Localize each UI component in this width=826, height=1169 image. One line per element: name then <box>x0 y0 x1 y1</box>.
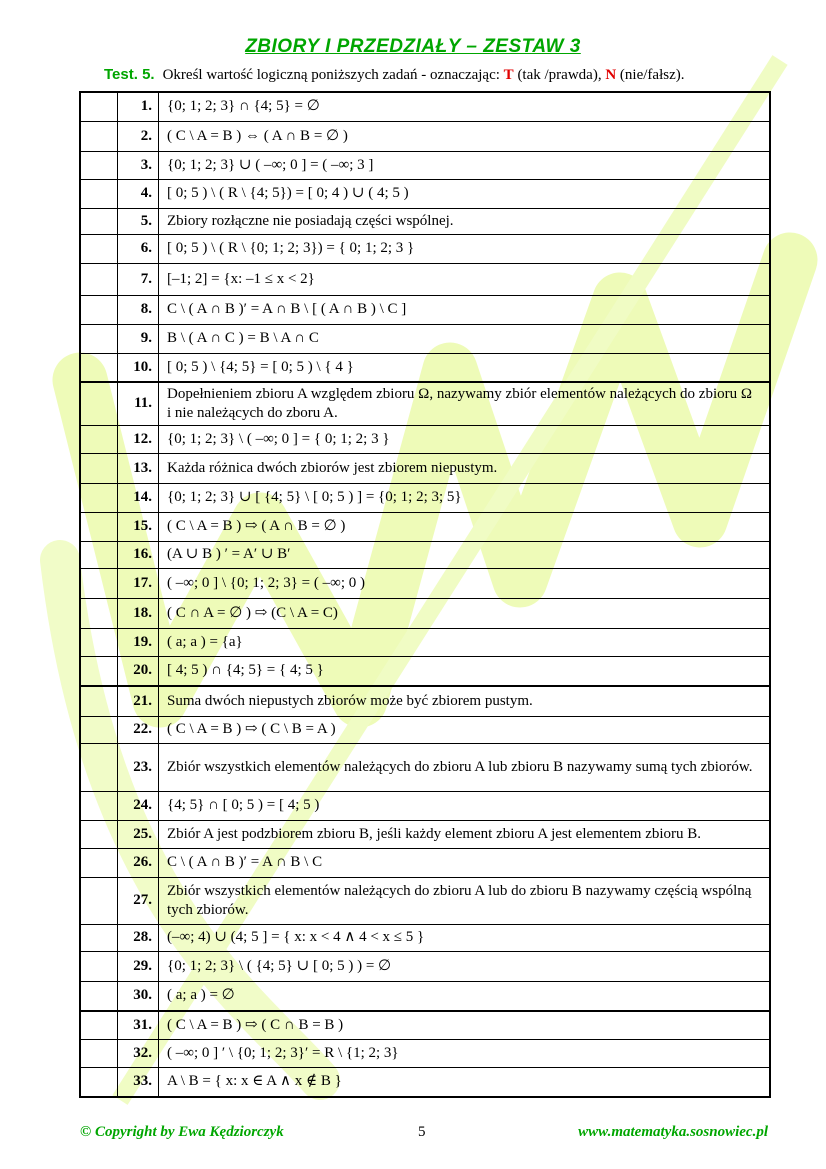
statement-text: Zbiory rozłączne nie posiadają części wspólnej. <box>159 208 771 234</box>
table-row <box>80 1067 770 1097</box>
table-row <box>80 716 770 743</box>
instruction-text: Określ wartość logiczną poniższych zadań - oznaczając: <box>162 67 504 83</box>
page-number: 5 <box>418 1124 426 1140</box>
table-row <box>80 512 770 541</box>
statement-number: 15. <box>118 512 159 541</box>
table-row <box>80 295 770 324</box>
statement-text: ( C \ A = B ) ⇔ ( A ∩ B = ∅ ) <box>159 121 771 151</box>
table-row <box>80 628 770 656</box>
statement-number: 32. <box>118 1039 159 1067</box>
table-row <box>80 353 770 382</box>
statement-text: {0; 1; 2; 3} \ ( –∞; 0 ] = { 0; 1; 2; 3 } <box>159 425 771 453</box>
table-row <box>80 121 770 151</box>
answer-cell[interactable] <box>80 324 118 353</box>
answer-cell[interactable] <box>80 151 118 179</box>
statement-number: 12. <box>118 425 159 453</box>
statement-number: 33. <box>118 1067 159 1097</box>
statement-text: (A ∪ B ) ′ = A′ ∪ B′ <box>159 541 771 568</box>
statement-text: {0; 1; 2; 3} ∩ {4; 5} = ∅ <box>159 92 771 121</box>
table-row <box>80 791 770 820</box>
true-key-text: (tak /prawda), <box>513 67 606 83</box>
statement-number: 25. <box>118 820 159 848</box>
statement-text: ( –∞; 0 ] \ {0; 1; 2; 3} = ( –∞; 0 ) <box>159 568 771 598</box>
statements-table <box>79 91 771 1098</box>
table-row <box>80 382 770 425</box>
statement-number: 30. <box>118 981 159 1011</box>
answer-cell[interactable] <box>80 453 118 483</box>
answer-cell[interactable] <box>80 877 118 924</box>
answer-cell[interactable] <box>80 483 118 512</box>
answer-cell[interactable] <box>80 1039 118 1067</box>
statement-number: 18. <box>118 598 159 628</box>
table-row <box>80 263 770 295</box>
statement-number: 27. <box>118 877 159 924</box>
table-row <box>80 848 770 877</box>
statement-number: 16. <box>118 541 159 568</box>
table-row <box>80 598 770 628</box>
website: www.matematyka.sosnowiec.pl <box>578 1124 768 1140</box>
answer-cell[interactable] <box>80 598 118 628</box>
table-row <box>80 541 770 568</box>
statement-number: 5. <box>118 208 159 234</box>
table-row <box>80 208 770 234</box>
statement-text: Zbiór A jest podzbiorem zbioru B, jeśli każdy element zbioru A jest elementem zbioru B. <box>159 820 771 848</box>
answer-cell[interactable] <box>80 512 118 541</box>
table-row <box>80 924 770 951</box>
statement-number: 8. <box>118 295 159 324</box>
statement-number: 20. <box>118 656 159 686</box>
statement-text: C \ ( A ∩ B )′ = A ∩ B \ [ ( A ∩ B ) \ C ] <box>159 295 771 324</box>
statement-number: 13. <box>118 453 159 483</box>
answer-cell[interactable] <box>80 1067 118 1097</box>
statement-text: {0; 1; 2; 3} \ ( {4; 5} ∪ [ 0; 5 ) ) = ∅ <box>159 951 771 981</box>
table-row <box>80 92 770 121</box>
statement-number: 19. <box>118 628 159 656</box>
answer-cell[interactable] <box>80 234 118 263</box>
false-key-text: (nie/fałsz). <box>616 67 685 83</box>
statement-number: 4. <box>118 179 159 208</box>
answer-cell[interactable] <box>80 208 118 234</box>
statement-number: 28. <box>118 924 159 951</box>
table-row <box>80 1011 770 1039</box>
false-key: N <box>605 67 617 83</box>
answer-cell[interactable] <box>80 382 118 425</box>
statement-text: Zbiór wszystkich elementów należących do zbioru A lub do zbioru B nazywamy częścią wspólną tych zbiorów. <box>159 877 771 924</box>
statement-text: A \ B = { x: x ∈ A ∧ x ∉ B } <box>159 1067 771 1097</box>
statement-number: 17. <box>118 568 159 598</box>
statement-text: ( C \ A = B ) ⇨ ( C ∩ B = B ) <box>159 1011 771 1039</box>
statement-text: [ 0; 5 ) \ ( R \ {0; 1; 2; 3}) = { 0; 1; 2; 3 } <box>159 234 771 263</box>
answer-cell[interactable] <box>80 951 118 981</box>
answer-cell[interactable] <box>80 981 118 1011</box>
table-row <box>80 743 770 791</box>
answer-cell[interactable] <box>80 791 118 820</box>
statement-text: Każda różnica dwóch zbiorów jest zbiorem niepustym. <box>159 453 771 483</box>
statement-text: ( C ∩ A = ∅ ) ⇨ (C \ A = C) <box>159 598 771 628</box>
statement-text: [ 0; 5 ) \ {4; 5} = [ 0; 5 ) \ { 4 } <box>159 353 771 382</box>
statement-text: ( C \ A = B ) ⇨ ( A ∩ B = ∅ ) <box>159 512 771 541</box>
statement-number: 31. <box>118 1011 159 1039</box>
table-row <box>80 425 770 453</box>
answer-cell[interactable] <box>80 628 118 656</box>
answer-cell[interactable] <box>80 1011 118 1039</box>
table-row <box>80 820 770 848</box>
answer-cell[interactable] <box>80 179 118 208</box>
table-row <box>80 1039 770 1067</box>
statement-text: {0; 1; 2; 3} ∪ ( –∞; 0 ] = ( –∞; 3 ] <box>159 151 771 179</box>
statement-text: ( a; a ) = ∅ <box>159 981 771 1011</box>
statement-number: 10. <box>118 353 159 382</box>
answer-cell[interactable] <box>80 353 118 382</box>
table-row <box>80 877 770 924</box>
statement-number: 26. <box>118 848 159 877</box>
table-row <box>80 483 770 512</box>
statement-text: ( –∞; 0 ] ′ \ {0; 1; 2; 3}′ = R \ {1; 2; 3} <box>159 1039 771 1067</box>
statement-text: Suma dwóch niepustych zbiorów może być zbiorem pustym. <box>159 686 771 716</box>
statement-number: 21. <box>118 686 159 716</box>
statement-text: {0; 1; 2; 3} ∪ [ {4; 5} \ [ 0; 5 ) ] = {0; 1; 2; 3; 5} <box>159 483 771 512</box>
copyright: © Copyright by Ewa Kędziorczyk <box>80 1124 284 1140</box>
statement-text: Zbiór wszystkich elementów należących do zbioru A lub zbioru B nazywamy sumą tych zbiorów. <box>159 743 771 791</box>
statement-number: 22. <box>118 716 159 743</box>
statement-number: 24. <box>118 791 159 820</box>
statement-text: C \ ( A ∩ B )′ = A ∩ B \ C <box>159 848 771 877</box>
table-row <box>80 234 770 263</box>
statement-number: 14. <box>118 483 159 512</box>
answer-cell[interactable] <box>80 295 118 324</box>
answer-cell[interactable] <box>80 716 118 743</box>
table-row <box>80 151 770 179</box>
answer-cell[interactable] <box>80 121 118 151</box>
table-row <box>80 324 770 353</box>
table-row <box>80 981 770 1011</box>
answer-cell[interactable] <box>80 263 118 295</box>
answer-cell[interactable] <box>80 425 118 453</box>
statement-text: Dopełnieniem zbioru A względem zbioru Ω, nazywamy zbiór elementów należących do zbioru Ω i nie należących do zboru A. <box>159 382 771 425</box>
table-row <box>80 686 770 716</box>
answer-cell[interactable] <box>80 568 118 598</box>
answer-cell[interactable] <box>80 924 118 951</box>
statement-text: ( C \ A = B ) ⇨ ( C \ B = A ) <box>159 716 771 743</box>
statement-text: (–∞; 4) ∪ (4; 5 ] = { x: x < 4 ∧ 4 < x ≤ 5 } <box>159 924 771 951</box>
statement-number: 7. <box>118 263 159 295</box>
table-row <box>80 656 770 686</box>
answer-cell[interactable] <box>80 743 118 791</box>
statement-number: 3. <box>118 151 159 179</box>
statement-number: 2. <box>118 121 159 151</box>
answer-cell[interactable] <box>80 820 118 848</box>
page-title: ZBIORY I PRZEDZIAŁY – ZESTAW 3 <box>245 36 581 57</box>
answer-cell[interactable] <box>80 848 118 877</box>
statement-number: 9. <box>118 324 159 353</box>
statement-text: [ 0; 5 ) \ ( R \ {4; 5}) = [ 0; 4 ) ∪ ( 4; 5 ) <box>159 179 771 208</box>
test-instruction <box>104 66 804 84</box>
statement-text: {4; 5} ∩ [ 0; 5 ) = [ 4; 5 ) <box>159 791 771 820</box>
table-row <box>80 951 770 981</box>
test-label: Test. 5. <box>104 66 155 83</box>
statement-number: 11. <box>118 382 159 425</box>
statement-number: 29. <box>118 951 159 981</box>
answer-cell[interactable] <box>80 656 118 686</box>
statement-text: ( a; a ) = {a} <box>159 628 771 656</box>
statement-text: B \ ( A ∩ C ) = B \ A ∩ C <box>159 324 771 353</box>
table-row <box>80 453 770 483</box>
statement-text: [–1; 2] = {x: –1 ≤ x < 2} <box>159 263 771 295</box>
answer-cell[interactable] <box>80 686 118 716</box>
answer-cell[interactable] <box>80 92 118 121</box>
answer-cell[interactable] <box>80 541 118 568</box>
statement-number: 23. <box>118 743 159 791</box>
statement-number: 6. <box>118 234 159 263</box>
statement-text: [ 4; 5 ) ∩ {4; 5} = { 4; 5 } <box>159 656 771 686</box>
true-key: T <box>503 67 514 83</box>
table-row <box>80 179 770 208</box>
table-row <box>80 568 770 598</box>
statement-number: 1. <box>118 92 159 121</box>
